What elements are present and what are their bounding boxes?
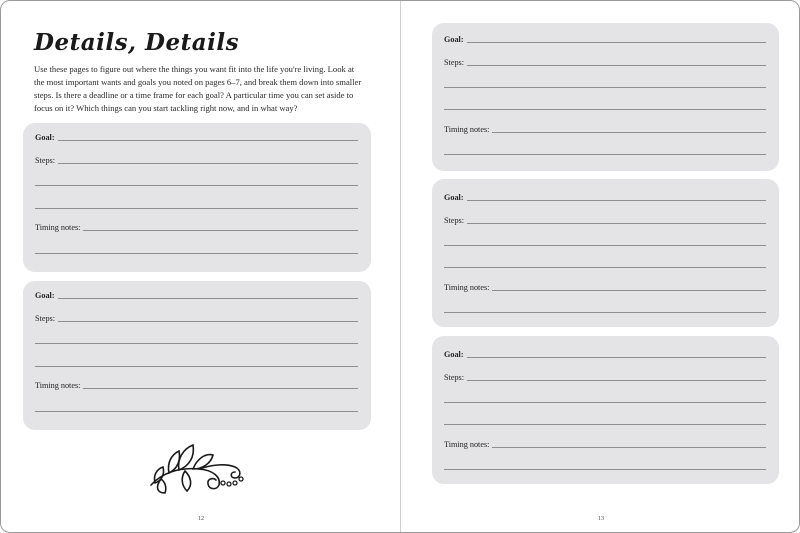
blank-line[interactable] bbox=[444, 303, 766, 315]
writing-line[interactable] bbox=[444, 424, 766, 425]
goal-line[interactable] bbox=[58, 140, 358, 141]
blank-line[interactable] bbox=[35, 334, 358, 346]
steps-row[interactable] bbox=[444, 56, 766, 68]
steps-line[interactable] bbox=[467, 223, 766, 224]
page-number-left: 12 bbox=[198, 516, 204, 522]
steps-row[interactable] bbox=[444, 214, 766, 226]
goal-card-4 bbox=[432, 179, 779, 327]
blank-line[interactable] bbox=[35, 357, 358, 369]
goal-label: Goal: bbox=[444, 193, 464, 202]
goal-card-1 bbox=[23, 123, 371, 272]
writing-line[interactable] bbox=[35, 185, 358, 186]
goal-row[interactable] bbox=[444, 33, 766, 45]
steps-row[interactable] bbox=[444, 371, 766, 383]
steps-row[interactable] bbox=[35, 312, 358, 324]
goal-label: Goal: bbox=[35, 133, 55, 142]
writing-line[interactable] bbox=[444, 154, 766, 155]
timing-line[interactable] bbox=[83, 388, 358, 389]
timing-row[interactable] bbox=[444, 123, 766, 135]
steps-label: Steps: bbox=[35, 156, 56, 165]
blank-line[interactable] bbox=[35, 199, 358, 211]
blank-line[interactable] bbox=[444, 145, 766, 157]
writing-line[interactable] bbox=[444, 312, 766, 313]
timing-line[interactable] bbox=[83, 230, 358, 231]
blank-line[interactable] bbox=[444, 236, 766, 248]
timing-line[interactable] bbox=[492, 132, 766, 133]
goal-card-2 bbox=[23, 281, 371, 430]
timing-label: Timing notes: bbox=[444, 283, 490, 292]
timing-line[interactable] bbox=[492, 447, 766, 448]
writing-line[interactable] bbox=[444, 402, 766, 403]
writing-line[interactable] bbox=[444, 245, 766, 246]
steps-label: Steps: bbox=[444, 58, 465, 67]
timing-row[interactable] bbox=[35, 221, 358, 233]
goal-line[interactable] bbox=[467, 42, 766, 43]
left-page bbox=[1, 1, 400, 532]
timing-line[interactable] bbox=[492, 290, 766, 291]
timing-row[interactable] bbox=[444, 438, 766, 450]
steps-line[interactable] bbox=[467, 380, 766, 381]
goal-row[interactable] bbox=[35, 131, 358, 143]
page-number-right: 13 bbox=[598, 516, 604, 522]
goal-line[interactable] bbox=[58, 298, 358, 299]
goal-row[interactable] bbox=[444, 191, 766, 203]
steps-label: Steps: bbox=[444, 373, 465, 382]
goal-row[interactable] bbox=[444, 348, 766, 360]
timing-label: Timing notes: bbox=[35, 381, 81, 390]
blank-line[interactable] bbox=[444, 460, 766, 472]
writing-line[interactable] bbox=[444, 469, 766, 470]
intro-paragraph: Use these pages to figure out where the things you want fit into the life you're living. Look at the most important wants and goals you noted on pages 6–7, and break them down into smaller steps. Is there a deadline or a time frame for each goal? A particular time you can set aside to focus on it? Which things can you start tackling right now, and in what way? bbox=[34, 64, 362, 113]
writing-line[interactable] bbox=[35, 208, 358, 209]
vine-flourish-icon bbox=[147, 435, 247, 495]
steps-row[interactable] bbox=[35, 154, 358, 166]
blank-line[interactable] bbox=[444, 78, 766, 90]
steps-label: Steps: bbox=[35, 314, 56, 323]
writing-line[interactable] bbox=[444, 87, 766, 88]
writing-line[interactable] bbox=[35, 253, 358, 254]
blank-line[interactable] bbox=[444, 393, 766, 405]
goal-row[interactable] bbox=[35, 289, 358, 301]
writing-line[interactable] bbox=[35, 411, 358, 412]
steps-line[interactable] bbox=[467, 65, 766, 66]
timing-label: Timing notes: bbox=[444, 440, 490, 449]
goal-label: Goal: bbox=[444, 350, 464, 359]
steps-label: Steps: bbox=[444, 216, 465, 225]
blank-line[interactable] bbox=[35, 402, 358, 414]
blank-line[interactable] bbox=[444, 415, 766, 427]
timing-label: Timing notes: bbox=[444, 125, 490, 134]
steps-line[interactable] bbox=[58, 321, 358, 322]
writing-line[interactable] bbox=[444, 109, 766, 110]
writing-line[interactable] bbox=[35, 343, 358, 344]
blank-line[interactable] bbox=[35, 176, 358, 188]
timing-row[interactable] bbox=[35, 379, 358, 391]
blank-line[interactable] bbox=[444, 100, 766, 112]
writing-line[interactable] bbox=[35, 366, 358, 367]
blank-line[interactable] bbox=[35, 244, 358, 256]
goal-card-5 bbox=[432, 336, 779, 484]
goal-label: Goal: bbox=[35, 291, 55, 300]
goal-label: Goal: bbox=[444, 35, 464, 44]
page-title: Details, Details bbox=[34, 29, 240, 56]
blank-line[interactable] bbox=[444, 258, 766, 270]
goal-line[interactable] bbox=[467, 200, 766, 201]
timing-row[interactable] bbox=[444, 281, 766, 293]
timing-label: Timing notes: bbox=[35, 223, 81, 232]
goal-line[interactable] bbox=[467, 357, 766, 358]
goal-card-3 bbox=[432, 23, 779, 171]
steps-line[interactable] bbox=[58, 163, 358, 164]
writing-line[interactable] bbox=[444, 267, 766, 268]
right-page bbox=[401, 1, 799, 532]
